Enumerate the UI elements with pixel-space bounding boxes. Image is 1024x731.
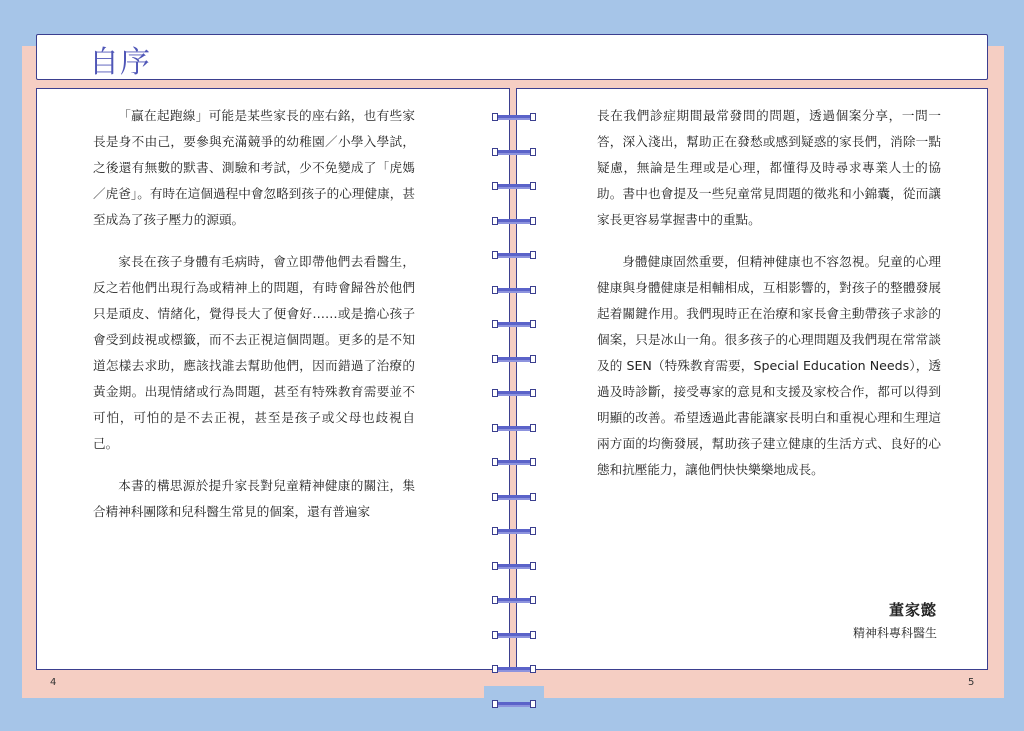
paragraph: 家長在孩子身體有毛病時，會立即帶他們去看醫生，反之若他們出現行為或精神上的問題，有時會歸咎於他們只是頑皮、情緒化，覺得長大了便會好……或是擔心孩子會受到歧視或標籤，而不去正視這個問題。更多的是不知道怎樣去求助，應該找誰去幫助他們，因而錯過了治療的黃金期。出現情緒或行為問題，甚至有特殊教育需要並不可怕，可怕的是不去正視，甚至是孩子或父母也歧視自己。 <box>93 254 415 451</box>
spiral-ring <box>490 319 538 329</box>
right-page <box>516 88 988 670</box>
paragraph: 本書的構思源於提升家長對兒童精神健康的關注，集合精神科團隊和兒科醫生常見的個案，還有普遍家 <box>93 478 415 519</box>
spiral-ring <box>490 216 538 226</box>
author-signature <box>853 599 937 641</box>
spiral-ring <box>490 285 538 295</box>
spiral-ring <box>490 526 538 536</box>
right-page-text <box>597 103 941 499</box>
paragraph: 身體健康固然重要，但精神健康也不容忽視。兒童的心理健康與身體健康是相輔相成，互相影響的，對孩子的整體發展起着關鍵作用。我們現時正在治療和家長會主動帶孩子求診的個案，只是冰山一角。很多孩子的心理問題及我們現在常常談及的 SEN（特殊教育需要，Special Education Needs），透過及時診斷，接受專家的意見和支援及家校合作，都可以得到明顯的改善。希望透過此書能讓家長明白和重視心理和生理這兩方面的均衡發展，幫助孩子建立健康的生活方式、良好的心態和抗壓能力，讓他們快快樂樂地成長。 <box>597 254 941 477</box>
spiral-ring <box>490 423 538 433</box>
header-bar <box>36 34 988 80</box>
spiral-ring <box>490 388 538 398</box>
spiral-ring <box>490 181 538 191</box>
spiral-ring <box>490 457 538 467</box>
spiral-ring <box>490 595 538 605</box>
spiral-ring <box>490 699 538 709</box>
spiral-ring <box>490 250 538 260</box>
paragraph: 「贏在起跑線」可能是某些家長的座右銘，也有些家長是身不由己，要參與充滿競爭的幼稚園／小學入學試，之後還有無數的默書、測驗和考試，少不免變成了「虎媽／虎爸」。有時在這個過程中會忽略到孩子的心理健康，甚至成為了孩子壓力的源頭。 <box>93 108 415 227</box>
left-page <box>36 88 510 670</box>
paragraph: 長在我們診症期間最常發問的問題，透過個案分享，一問一答，深入淺出，幫助正在發愁或感到疑惑的家長們，消除一點疑慮，無論是生理或是心理，都懂得及時尋求專業人士的協助。書中也會提及一些兒童常見問題的徵兆和小錦囊，從而讓家長更容易掌握書中的重點。 <box>597 108 941 227</box>
page-title: 自序 <box>89 45 151 80</box>
left-page-text <box>93 103 415 541</box>
page-number-right: 5 <box>968 677 975 688</box>
spiral-ring <box>490 630 538 640</box>
spiral-ring <box>490 492 538 502</box>
spiral-ring <box>490 112 538 122</box>
author-name: 董家懿 <box>888 601 937 619</box>
spiral-ring <box>490 561 538 571</box>
spiral-ring <box>490 354 538 364</box>
spiral-ring <box>490 147 538 157</box>
author-title: 精神科專科醫生 <box>852 626 937 640</box>
page-number-left: 4 <box>50 677 57 688</box>
spiral-ring <box>490 664 538 674</box>
